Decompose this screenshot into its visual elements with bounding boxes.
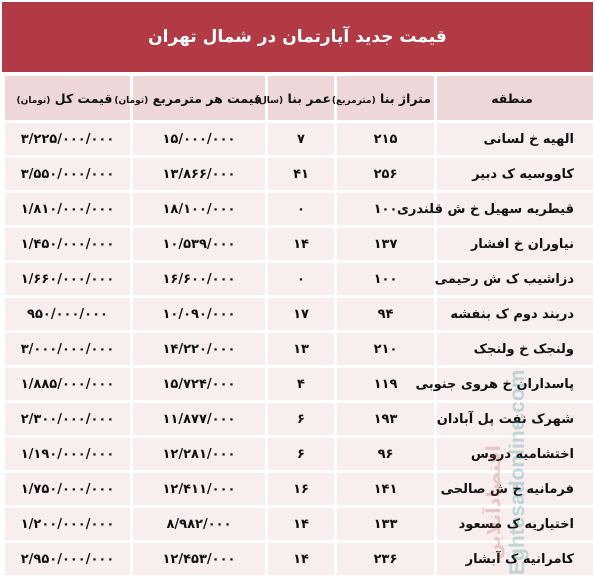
table-row — [2, 368, 593, 403]
cell-age: ۱۶ — [265, 473, 334, 508]
title-bar — [2, 2, 593, 72]
cell-area: ۱۰۰ — [334, 263, 434, 298]
cell-area: ۱۱۹ — [334, 368, 434, 403]
cell-total-price: ۳/۵۵۰/۰۰۰/۰۰۰ — [2, 158, 130, 193]
cell-price-per-m2: ۱۰/۰۹۰/۰۰۰ — [130, 298, 265, 333]
cell-total-price: ۱/۶۶۰/۰۰۰/۰۰۰ — [2, 263, 130, 298]
table-row — [2, 123, 593, 158]
header-region: منطقه — [434, 76, 593, 123]
table-row — [2, 193, 593, 228]
cell-price-per-m2: ۱۴/۲۲۰/۰۰۰ — [130, 333, 265, 368]
cell-age: ۱۷ — [265, 298, 334, 333]
cell-age: ۷ — [265, 123, 334, 158]
cell-price-per-m2: ۱۵/۷۲۴/۰۰۰ — [130, 368, 265, 403]
watermark-site-text: Eghtesadonline.com — [506, 369, 529, 575]
cell-region: دربند دوم ک بنفشه — [434, 298, 593, 333]
cell-total-price: ۱/۴۵۰/۰۰۰/۰۰۰ — [2, 228, 130, 263]
page-title: قیمت جدید آپارتمان در شمال تهران — [148, 27, 447, 47]
cell-area: ۹۶ — [334, 438, 434, 473]
cell-total-price: ۲/۳۰۰/۰۰۰/۰۰۰ — [2, 403, 130, 438]
cell-price-per-m2: ۱۳/۸۶۶/۰۰۰ — [130, 158, 265, 193]
cell-total-price: ۲/۹۵۰/۰۰۰/۰۰۰ — [2, 543, 130, 578]
cell-region: شهرک نفت پل آبادان — [434, 403, 593, 438]
cell-region: کامرانیه ک آبشار — [434, 543, 593, 578]
cell-price-per-m2: ۱۲/۴۱۱/۰۰۰ — [130, 473, 265, 508]
table-row — [2, 543, 593, 578]
table-row — [2, 228, 593, 263]
cell-area: ۲۵۶ — [334, 158, 434, 193]
cell-age: ۱۳ — [265, 333, 334, 368]
cell-area: ۱۹۳ — [334, 403, 434, 438]
cell-area: ۲۳۶ — [334, 543, 434, 578]
cell-area: ۲۱۵ — [334, 123, 434, 158]
cell-total-price: ۱/۱۹۰/۰۰۰/۰۰۰ — [2, 438, 130, 473]
table-header-row — [2, 76, 593, 123]
cell-price-per-m2: ۸/۹۸۲/۰۰۰ — [130, 508, 265, 543]
cell-price-per-m2: ۱۲/۴۵۳/۰۰۰ — [130, 543, 265, 578]
cell-price-per-m2: ۱۰/۵۳۹/۰۰۰ — [130, 228, 265, 263]
table-row — [2, 333, 593, 368]
cell-total-price: ۱/۲۰۰/۰۰۰/۰۰۰ — [2, 508, 130, 543]
table-row — [2, 158, 593, 193]
price-table — [2, 76, 593, 578]
cell-age: ۰ — [265, 193, 334, 228]
cell-price-per-m2: ۱۸/۱۰۰/۰۰۰ — [130, 193, 265, 228]
cell-region: کاووسیه ک دبیر — [434, 158, 593, 193]
cell-age: ۱۴ — [265, 228, 334, 263]
header-area: متراژ بنا (مترمربع) — [334, 76, 434, 123]
cell-total-price: ۱/۷۵۰/۰۰۰/۰۰۰ — [2, 473, 130, 508]
cell-area: ۱۳۷ — [334, 228, 434, 263]
cell-region: نیاوران خ افشار — [434, 228, 593, 263]
table-row — [2, 298, 593, 333]
cell-age: ۱۴ — [265, 543, 334, 578]
cell-region: الهیه خ لسانی — [434, 123, 593, 158]
cell-age: ۶ — [265, 438, 334, 473]
cell-age: ۱۴ — [265, 508, 334, 543]
table-row — [2, 473, 593, 508]
table-row — [2, 438, 593, 473]
table-row — [2, 263, 593, 298]
cell-price-per-m2: ۱۱/۸۷۷/۰۰۰ — [130, 403, 265, 438]
cell-region: ولنجک خ ولنجک — [434, 333, 593, 368]
cell-age: ۶ — [265, 403, 334, 438]
cell-price-per-m2: ۱۵/۰۰۰/۰۰۰ — [130, 123, 265, 158]
cell-total-price: ۱/۸۱۰/۰۰۰/۰۰۰ — [2, 193, 130, 228]
cell-total-price: ۳/۲۲۵/۰۰۰/۰۰۰ — [2, 123, 130, 158]
cell-area: ۹۴ — [334, 298, 434, 333]
cell-region: اختشامیه دروس — [434, 438, 593, 473]
table-row — [2, 403, 593, 438]
cell-age: ۴ — [265, 368, 334, 403]
cell-area: ۱۳۳ — [334, 508, 434, 543]
cell-area: ۲۱۰ — [334, 333, 434, 368]
cell-region: پاسداران خ هروی جنوبی — [434, 368, 593, 403]
cell-region: قیطریه سهیل خ ش قلندری — [434, 193, 593, 228]
cell-price-per-m2: ۱۶/۶۰۰/۰۰۰ — [130, 263, 265, 298]
cell-price-per-m2: ۱۲/۲۸۱/۰۰۰ — [130, 438, 265, 473]
header-age: عمر بنا (سال) — [265, 76, 334, 123]
cell-area: ۱۴۱ — [334, 473, 434, 508]
table-row — [2, 508, 593, 543]
header-price-per-m2: قیمت هر مترمربع (تومان) — [130, 76, 265, 123]
header-total-price: قیمت کل (تومان) — [2, 76, 130, 123]
cell-region: فرمانیه خ ش صالحی — [434, 473, 593, 508]
cell-region: دزاشیب ک ش رحیمی — [434, 263, 593, 298]
watermark-name-text: اقتصادآنلاین — [483, 445, 505, 560]
cell-region: اختیاریه ک مسعود — [434, 508, 593, 543]
cell-area: ۱۰۰ — [334, 193, 434, 228]
cell-total-price: ۳/۰۰۰/۰۰۰/۰۰۰ — [2, 333, 130, 368]
cell-age: ۴۱ — [265, 158, 334, 193]
cell-total-price: ۱/۸۸۵/۰۰۰/۰۰۰ — [2, 368, 130, 403]
cell-age: ۰ — [265, 263, 334, 298]
cell-total-price: ۹۵۰/۰۰۰/۰۰۰ — [2, 298, 130, 333]
